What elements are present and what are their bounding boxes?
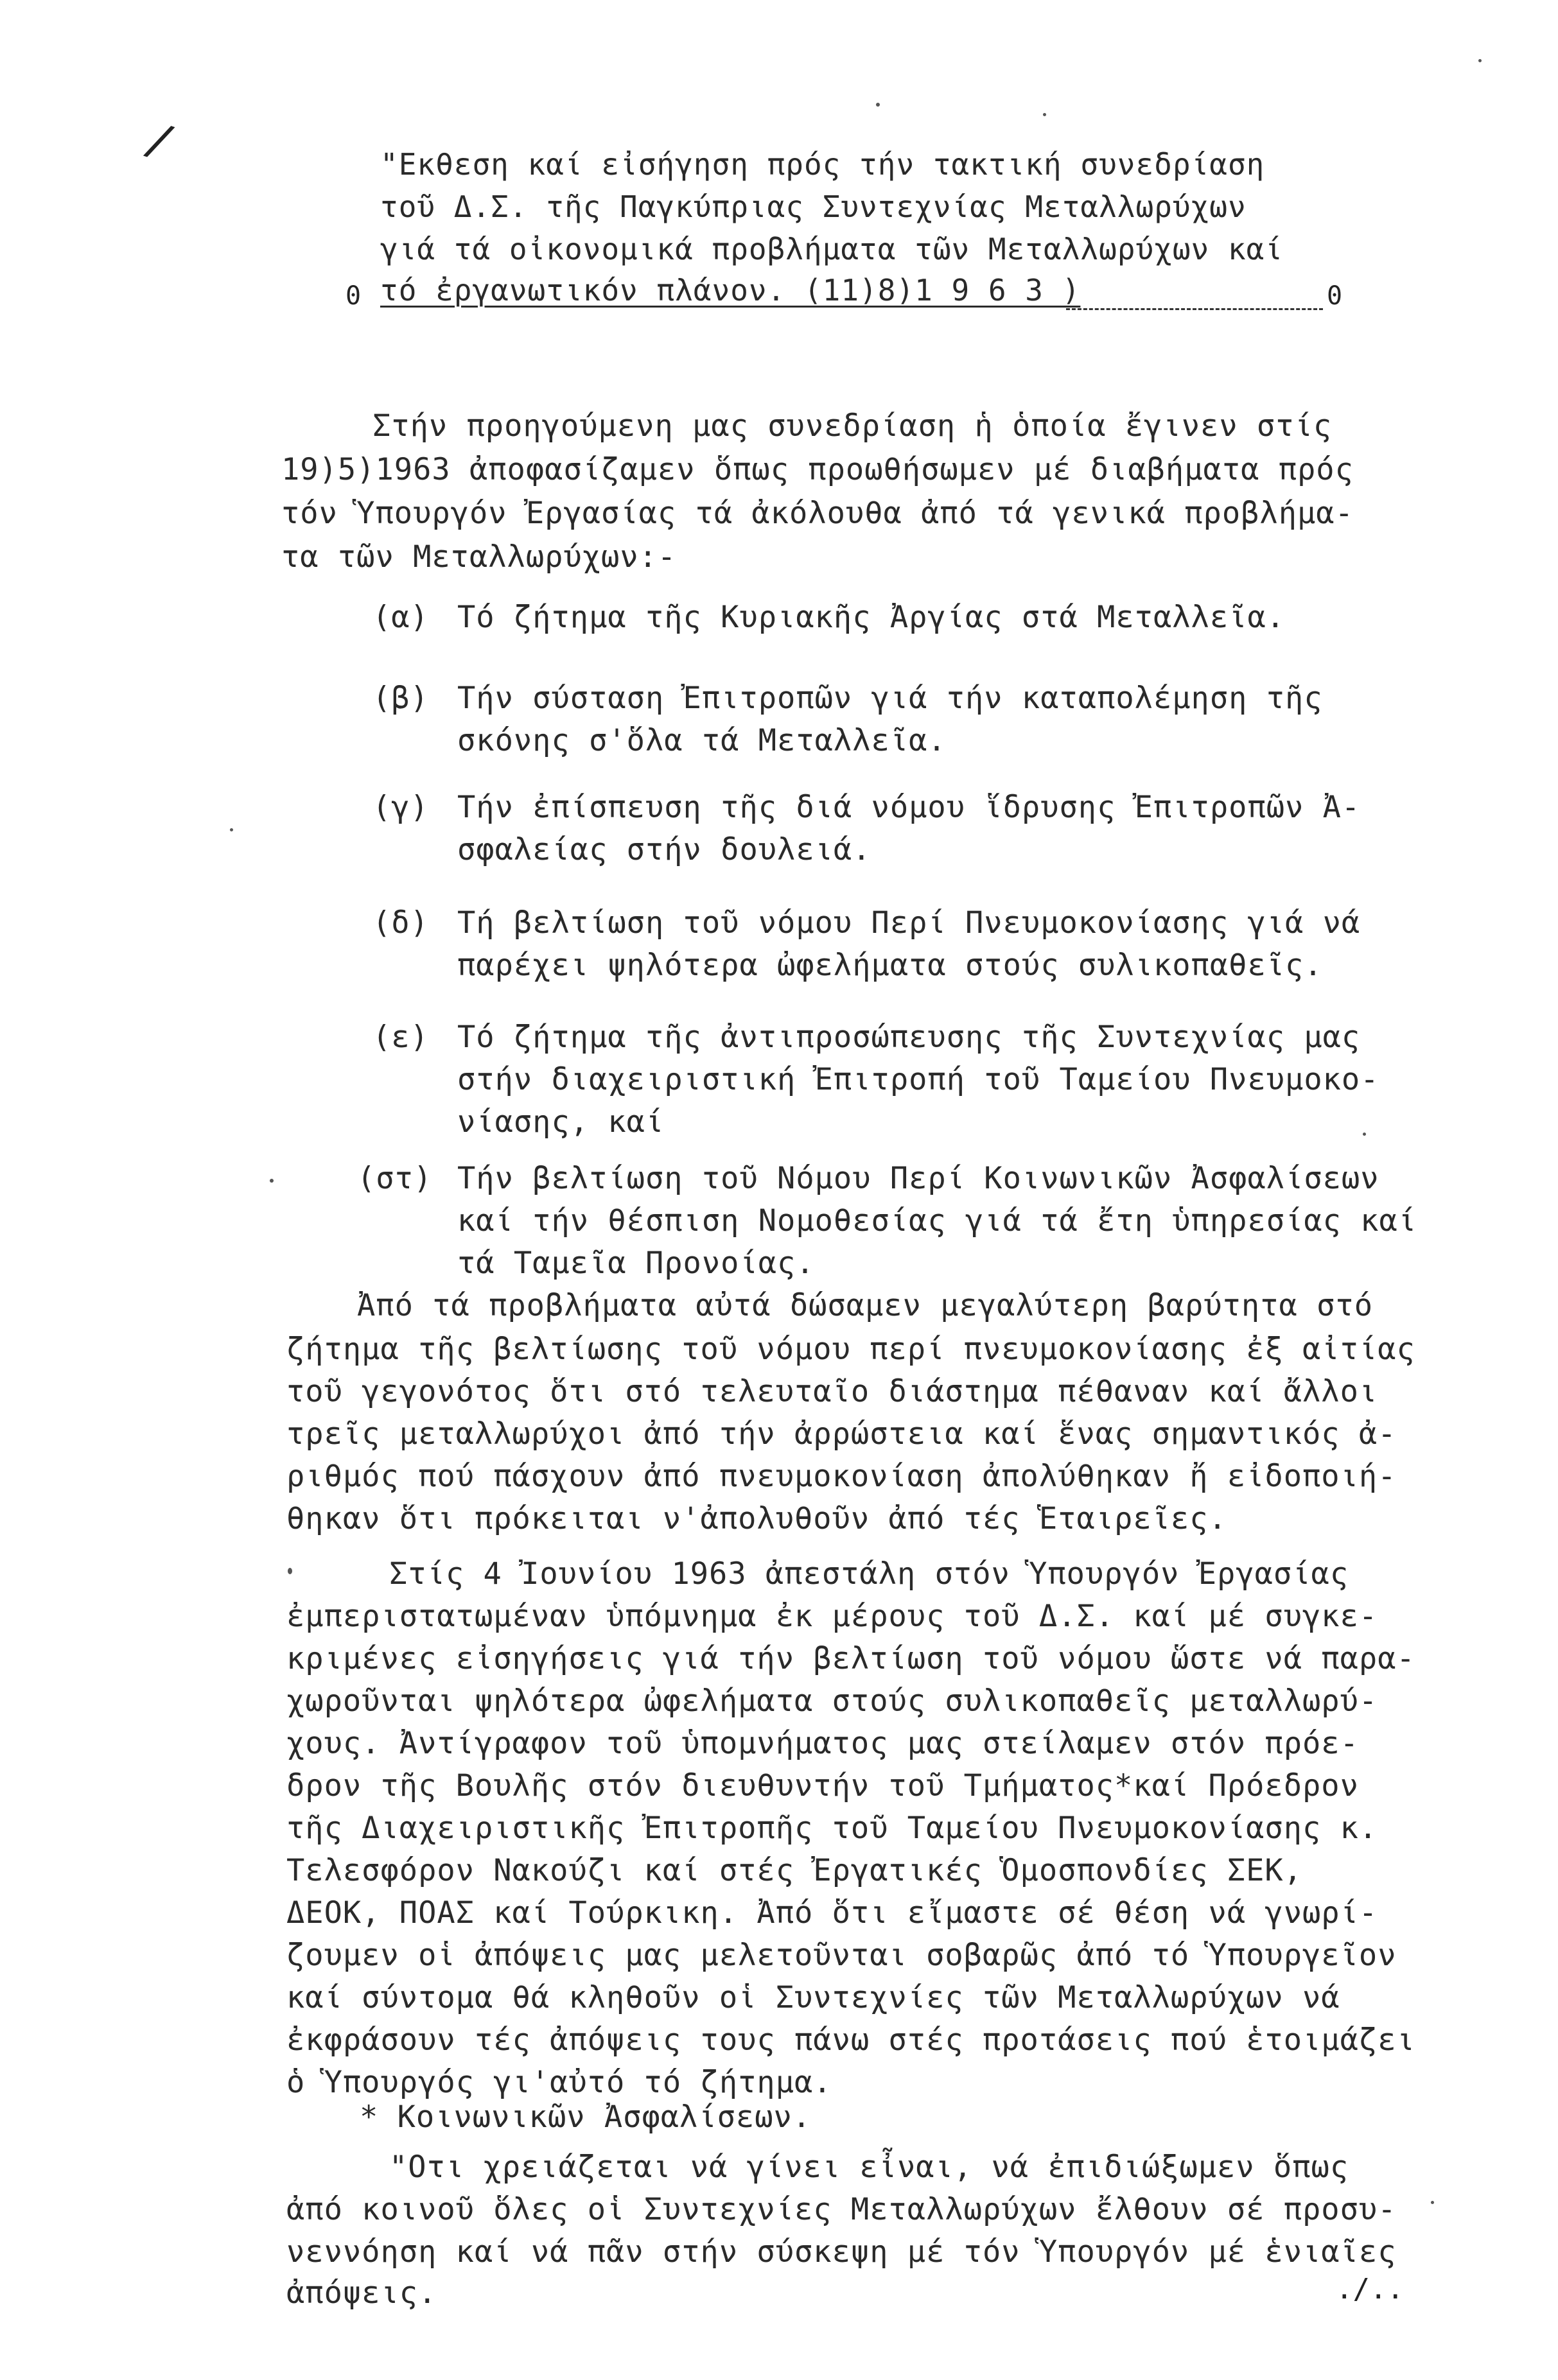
item-text-b-2: σκόνης σ'ὅλα τά Μεταλλεῖα. (457, 723, 947, 758)
title-margin-right: 0 (1327, 281, 1343, 311)
para2-line-1: Ἀπό τά προβλήματα αὐτά δώσαμεν μεγαλύτερη βαρύτητα στό (357, 1288, 1374, 1323)
para2-line-2: ζήτημα τῆς βελτίωσης τοῦ νόμου περί πνευμοκονίασης ἐξ αἰτίας (286, 1332, 1415, 1367)
para3-line-2: ἐμπεριστατωμέναν ὑπόμνημα ἐκ μέρους τοῦ Δ.Σ. καί μέ συγκε- (286, 1599, 1378, 1634)
scan-speck (288, 1568, 292, 1574)
para2-line-3: τοῦ γεγονότος ὅτι στό τελευταῖο διάστημα πέθαναν καί ἄλλοι (286, 1374, 1378, 1409)
item-text-st-2: καί τήν θέσπιση Νομοθεσίας γιά τά ἔτη ὑπηρεσίας καί (457, 1203, 1417, 1238)
para4-line-3: νεννόηση καί νά πᾶν στήν σύσκεψη μέ τόν Ὑπουργόν μέ ἑνιαῖες (286, 2234, 1397, 2270)
para2-line-6: θηκαν ὅτι πρόκειται ν'ἀπολυθοῦν ἀπό τές Ἑταιρεῖες. (286, 1501, 1227, 1536)
item-text-d-2: παρέχει ψηλότερα ὠφελήματα στούς συλικοπαθεῖς. (457, 948, 1323, 983)
scan-speck (270, 1179, 274, 1183)
para3-line-5: χους. Ἀντίγραφον τοῦ ὑπομνήματος μας στείλαμεν στόν πρόε- (286, 1726, 1359, 1761)
para3-line-6: δρον τῆς Βουλῆς στόν διευθυντήν τοῦ Τμήματος*καί Πρόεδρον (286, 1768, 1359, 1803)
scan-speck (1478, 59, 1482, 62)
item-text-c-2: σφαλείας στήν δουλειά. (457, 832, 871, 867)
scan-speck (230, 828, 233, 831)
scan-speck (876, 103, 880, 107)
handwritten-tick: / (139, 111, 181, 170)
para4-line-2: ἀπό κοινοῦ ὅλες οἱ Συντεχνίες Μεταλλωρύχων ἔλθουν σέ προσυ- (286, 2192, 1397, 2227)
footnote: * Κοινωνικῶν Ἀσφαλίσεων. (360, 2099, 812, 2135)
item-text-e-3: νίασης, καί (457, 1104, 665, 1140)
intro-line-2: 19)5)1963 ἀποφασίζαμεν ὅπως προωθήσωμεν μέ διαβήματα πρός (281, 452, 1354, 487)
para3-line-10: ζουμεν οἱ ἀπόψεις μας μελετοῦνται σοβαρῶς ἀπό τό Ὑπουργεῖον (286, 1938, 1397, 1973)
para3-line-8: Τελεσφόρον Νακούζι καί στές Ἐργατικές Ὁμοσπονδίες ΣΕΚ, (286, 1853, 1303, 1888)
para3-line-7: τῆς Διαχειριστικῆς Ἐπιτροπῆς τοῦ Ταμείου Πνευμοκονίασης κ. (286, 1811, 1378, 1846)
item-label-a: (α) (372, 600, 429, 635)
para3-line-13: ὁ Ὑπουργός γι'αὐτό τό ζήτημα. (286, 2065, 832, 2100)
title-line-2: τοῦ Δ.Σ. τῆς Παγκύπριας Συντεχνίας Μεταλλωρύχων (380, 189, 1247, 224)
intro-line-4: τα τῶν Μεταλλωρύχων:- (281, 539, 677, 575)
para3-line-12: ἐκφράσουν τές ἀπόψεις τους πάνω στές προτάσεις πού ἑτοιμάζει (286, 2022, 1415, 2058)
item-label-e: (ε) (372, 1020, 429, 1055)
scan-speck (1043, 113, 1046, 116)
para3-line-9: ΔΕΟΚ, ΠΟΑΣ καί Τούρκικη. Ἀπό ὅτι εἴμαστε σέ θέση νά γνωρί- (286, 1895, 1378, 1931)
item-text-e-2: στήν διαχειριστική Ἐπιτροπή τοῦ Ταμείου Πνευμοκο- (457, 1062, 1379, 1097)
para3-line-4: χωροῦνται ψηλότερα ὠφελήματα στούς συλικοπαθεῖς μεταλλωρύ- (286, 1683, 1378, 1719)
title-line-3: γιά τά οἰκονομικά προβλήματα τῶν Μεταλλωρύχων καί (380, 232, 1284, 266)
item-label-c: (γ) (372, 790, 429, 825)
intro-line-3: τόν Ὑπουργόν Ἐργασίας τά ἀκόλουθα ἀπό τά γενικά προβλήμα- (281, 496, 1354, 531)
title-rule (1066, 308, 1323, 310)
item-label-b: (β) (372, 681, 429, 716)
scan-speck (1363, 1133, 1366, 1136)
para2-line-5: ριθμός πού πάσχουν ἀπό πνευμοκονίαση ἀπολύθηκαν ἤ εἰδοποιή- (286, 1459, 1397, 1494)
para2-line-4: τρεῖς μεταλλωρύχοι ἀπό τήν ἀρρώστεια καί ἕνας σημαντικός ἀ- (286, 1416, 1397, 1452)
item-text-a-1: Τό ζήτημα τῆς Κυριακῆς Ἀργίας στά Μεταλλεῖα. (457, 600, 1286, 635)
item-label-st: (στ) (357, 1161, 433, 1196)
title-line-4: τό ἐργανωτικόν πλάνον. (11)8)1 9 6 3 ) (380, 273, 1081, 308)
para3-line-11: καί σύντομα θά κληθοῦν οἱ Συντεχνίες τῶν Μεταλλωρύχων νά (286, 1980, 1340, 2015)
title-margin-left: 0 (346, 281, 362, 311)
item-text-e-1: Τό ζήτημα τῆς ἀντιπροσώπευσης τῆς Συντεχνίας μας (457, 1020, 1361, 1055)
intro-line-1: Στήν προηγούμενη μας συνεδρίαση ἡ ὁποία ἔγινεν στίς (372, 408, 1333, 444)
item-label-d: (δ) (372, 905, 429, 941)
para4-line-4: ἀπόψεις. (286, 2275, 437, 2311)
continuation-mark: ./.. (1336, 2273, 1404, 2306)
scan-speck (1431, 2201, 1434, 2204)
item-text-b-1: Τήν σύσταση Ἐπιτροπῶν γιά τήν καταπολέμηση τῆς (457, 681, 1323, 716)
item-text-st-3: τά Ταμεῖα Προνοίας. (457, 1246, 815, 1281)
item-text-d-1: Τή βελτίωση τοῦ νόμου Περί Πνευμοκονίασης γιά νά (457, 905, 1361, 941)
para3-line-1: Στίς 4 Ἰουνίου 1963 ἀπεστάλη στόν Ὑπουργόν Ἐργασίας (389, 1556, 1349, 1592)
title-line-1: "Εκθεση καί εἰσήγηση πρός τήν τακτική συνεδρίαση (380, 147, 1265, 182)
item-text-c-1: Τήν ἐπίσπευση τῆς διά νόμου ἵδρυσης Ἐπιτροπῶν Ἀ- (457, 790, 1361, 825)
para4-line-1: "Οτι χρειάζεται νά γίνει εἶναι, νά ἐπιδιώξωμεν ὅπως (389, 2150, 1349, 2185)
para3-line-3: κριμένες εἰσηγήσεις γιά τήν βελτίωση τοῦ νόμου ὥστε νά παρα- (286, 1641, 1415, 1676)
item-text-st-1: Τήν βελτίωση τοῦ Νόμου Περί Κοινωνικῶν Ἀσφαλίσεων (457, 1161, 1379, 1196)
